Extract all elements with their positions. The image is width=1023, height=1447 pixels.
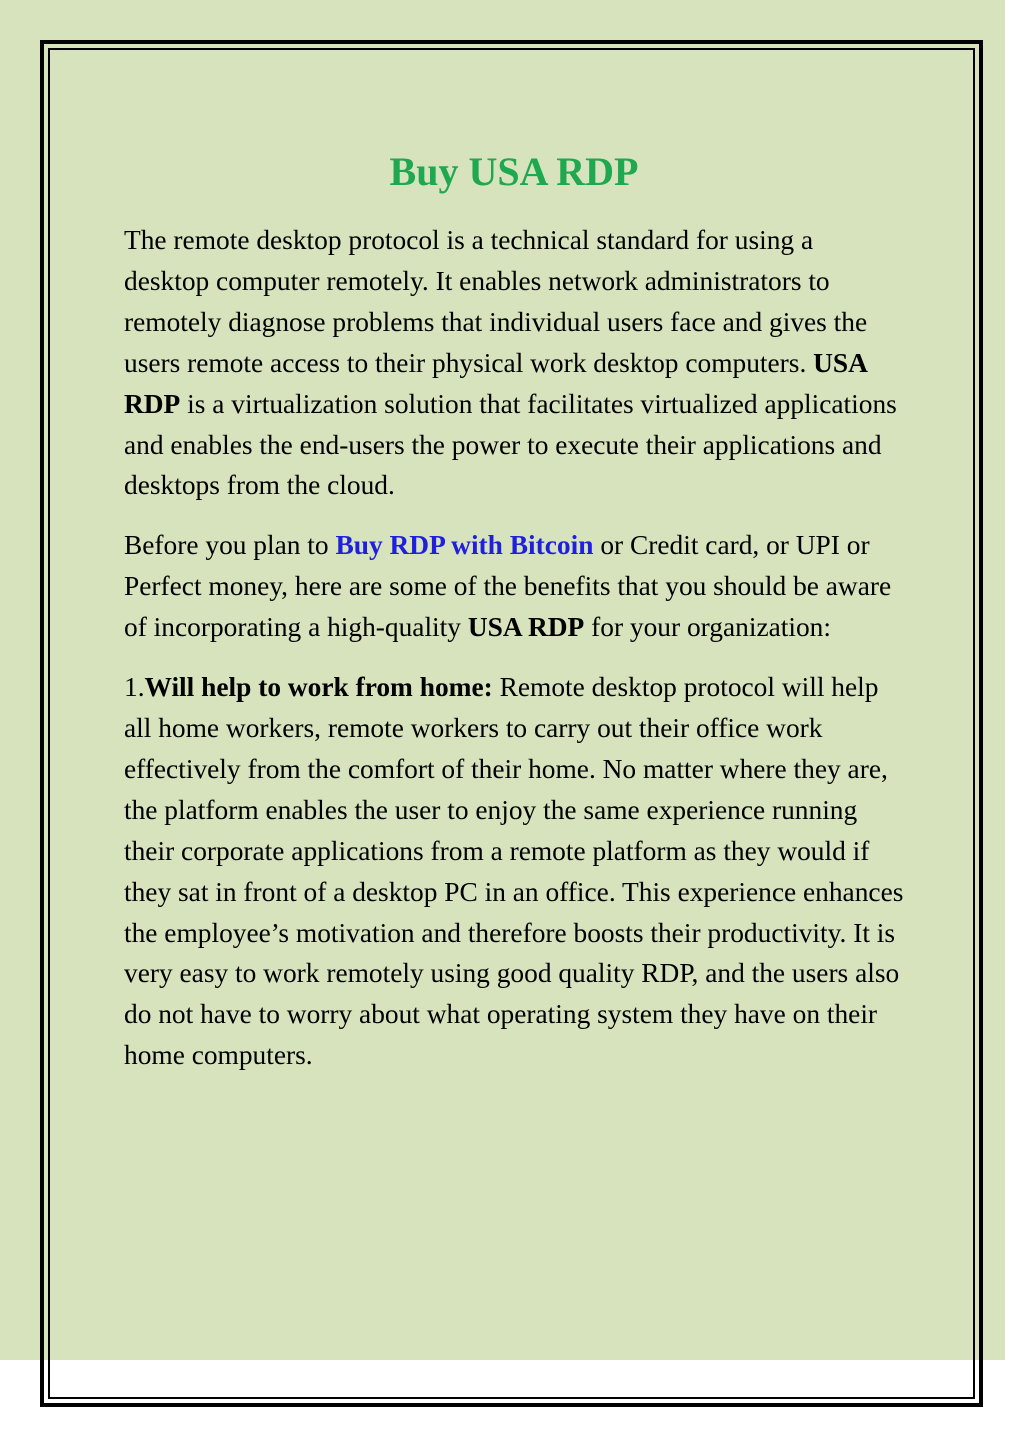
benefit-text: Remote desktop protocol will help all home workers, remote workers to carry out their office work effectively from the comfort of their home. No matter where they are, the platform enables the user to enjoy the same experience running their corporate applications from a remote platform as they would if they sat in front of a desktop PC in an office. This experience enhances the employee’s motivation and therefore boosts their productivity. It is very easy to work remotely using good quality RDP, and the users also do not have to worry about what operating system they have on their home computers. — [124, 672, 904, 1071]
benefits-text-after: for your organization: — [591, 612, 831, 643]
intro-text-before: The remote desktop protocol is a technical standard for using a desktop computer remotely. It enables network administrators to remotely diagnose problems that individual users face and gives the users remote access to their physical work desktop computers. — [124, 225, 868, 378]
buy-rdp-bitcoin-link[interactable]: Buy RDP with Bitcoin — [335, 530, 594, 561]
intro-text-after: is a virtualization solution that facilitates virtualized applications and enables the end-users the power to execute their applications and desktops from the cloud. — [124, 388, 897, 501]
intro-paragraph — [124, 220, 904, 506]
intro-bold-term: USA RDP — [124, 347, 867, 419]
document-title: Buy USA RDP — [389, 149, 639, 194]
benefits-text-middle: or Credit card, or UPI or Perfect money, here are some of the benefits that you should be aware of incorporating a high-quality — [124, 530, 892, 643]
benefits-text-before: Before you plan to — [124, 530, 329, 561]
document-body — [124, 140, 904, 1095]
benefits-intro-paragraph — [124, 525, 904, 648]
benefit-item-work-from-home — [124, 667, 904, 1076]
benefits-bold-term: USA RDP — [467, 612, 585, 643]
benefit-number: 1. — [124, 672, 145, 703]
benefit-heading: Will help to work from home: — [144, 672, 493, 703]
